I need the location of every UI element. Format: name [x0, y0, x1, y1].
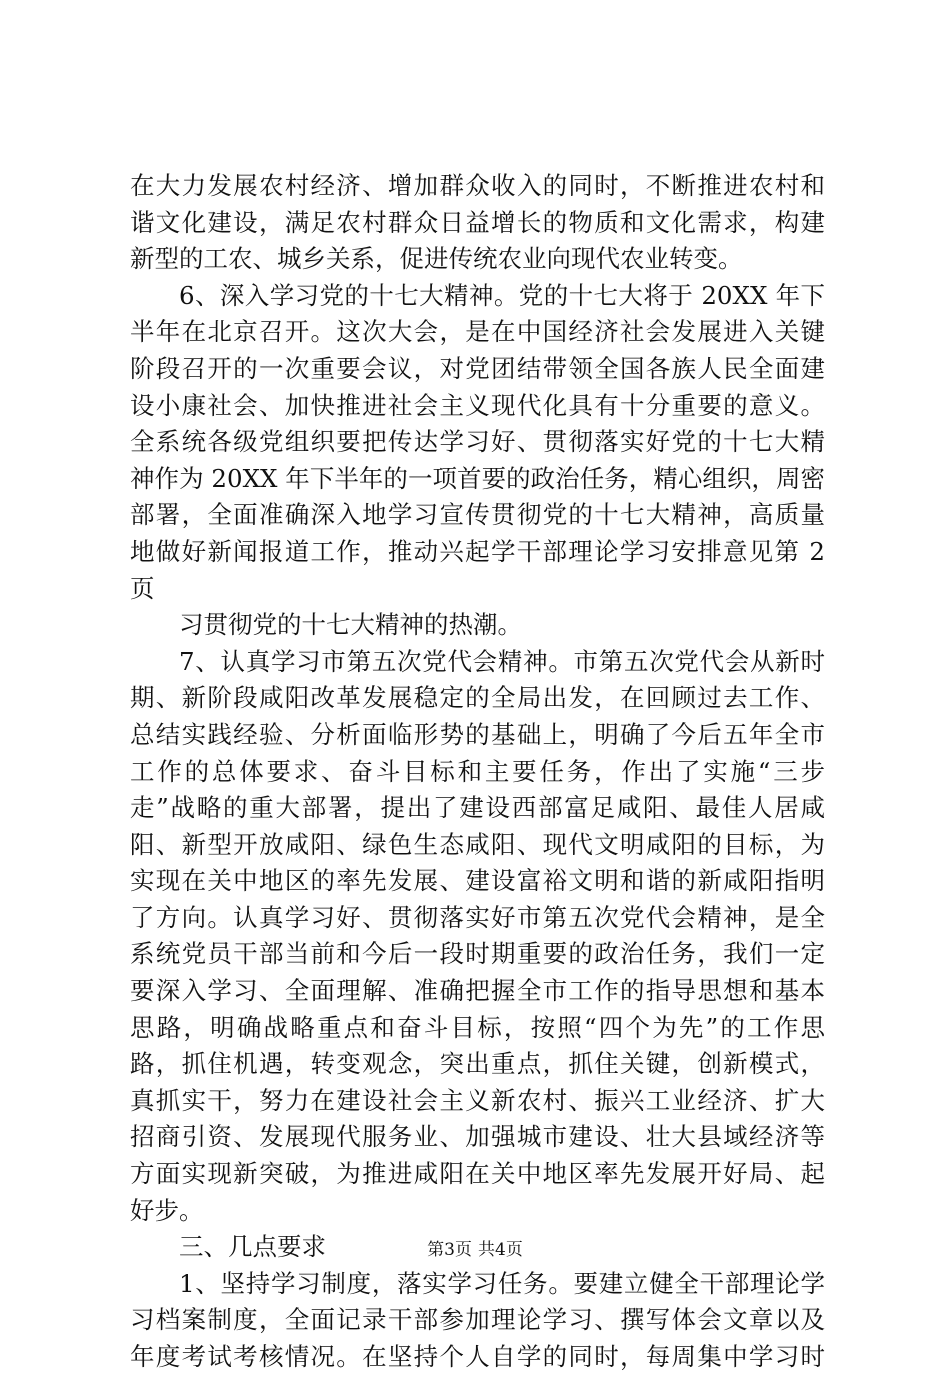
text-line: 习档案制度，全面记录干部参加理论学习、撰写体会文章以及 [130, 1305, 825, 1335]
text-line: 招商引资、发展现代服务业、加强城市建设、壮大县域经济等 [130, 1122, 825, 1152]
text-line: 6、深入学习党的十七大精神。党的十七大将于 20XX 年下 [179, 280, 825, 310]
text-line: 了方向。认真学习好、贯彻落实好市第五次党代会精神，是全 [130, 902, 825, 932]
text-line: 阶段召开的一次重要会议，对党团结带领全国各族人民全面建 [130, 353, 825, 383]
page-total: 共4页 [478, 1240, 523, 1260]
text-line: 神作为 20XX 年下半年的一项首要的政治任务，精心组织，周密 [130, 463, 825, 493]
text-line: 谐文化建设，满足农村群众日益增长的物质和文化需求，构建 [130, 207, 825, 237]
text-line: 部署，全面准确深入地学习宣传贯彻党的十七大精神，高质量 [130, 500, 825, 530]
page-footer [0, 1239, 950, 1261]
text-line: 习贯彻党的十七大精神的热潮。 [179, 610, 522, 640]
text-line: 全系统各级党组织要把传达学习好、贯彻落实好党的十七大精 [130, 427, 825, 457]
text-line: 阳、新型开放咸阳、绿色生态咸阳、现代文明咸阳的目标，为 [130, 829, 825, 859]
text-line: 设小康社会、加快推进社会主义现代化具有十分重要的意义。 [130, 390, 825, 420]
text-line: 要深入学习、全面理解、准确把握全市工作的指导思想和基本 [130, 976, 825, 1006]
text-line: 1、坚持学习制度，落实学习任务。要建立健全干部理论学 [179, 1268, 825, 1298]
text-line: 年度考试考核情况。在坚持个人自学的同时，每周集中学习时 [130, 1342, 825, 1371]
text-line: 真抓实干，努力在建设社会主义新农村、振兴工业经济、扩大 [130, 1085, 825, 1115]
page-number: 第3页 [427, 1240, 472, 1260]
text-line: 走”战略的重大部署，提出了建设西部富足咸阳、最佳人居咸 [130, 793, 825, 823]
text-line: 路，抓住机遇，转变观念，突出重点，抓住关键，创新模式， [130, 1049, 825, 1079]
text-line: 页 [130, 573, 155, 603]
text-line: 半年在北京召开。这次大会，是在中国经济社会发展进入关键 [130, 317, 825, 347]
text-line: 期、新阶段咸阳改革发展稳定的全局出发，在回顾过去工作、 [130, 683, 825, 713]
text-line: 好步。 [130, 1195, 204, 1225]
text-line: 思路，明确战略重点和奋斗目标，按照“四个为先”的工作思 [130, 1012, 825, 1042]
text-line: 在大力发展农村经济、增加群众收入的同时，不断推进农村和 [130, 171, 825, 200]
text-line: 工作的总体要求、奋斗目标和主要任务，作出了实施“三步 [130, 756, 825, 786]
text-line: 地做好新闻报道工作，推动兴起学干部理论学习安排意见第 2 [130, 536, 825, 566]
document-body [130, 168, 825, 1376]
text-line: 方面实现新突破，为推进咸阳在关中地区率先发展开好局、起 [130, 1159, 825, 1189]
text-line: 实现在关中地区的率先发展、建设富裕文明和谐的新咸阳指明 [130, 866, 825, 896]
text-line: 总结实践经验、分析面临形势的基础上，明确了今后五年全市 [130, 719, 825, 749]
text-line: 三、几点要求 [179, 1232, 326, 1262]
text-line: 7、认真学习市第五次党代会精神。市第五次党代会从新时 [179, 646, 825, 676]
text-line: 新型的工农、城乡关系，促进传统农业向现代农业转变。 [130, 244, 743, 274]
text-line: 系统党员干部当前和今后一段时期重要的政治任务，我们一定 [130, 939, 825, 969]
